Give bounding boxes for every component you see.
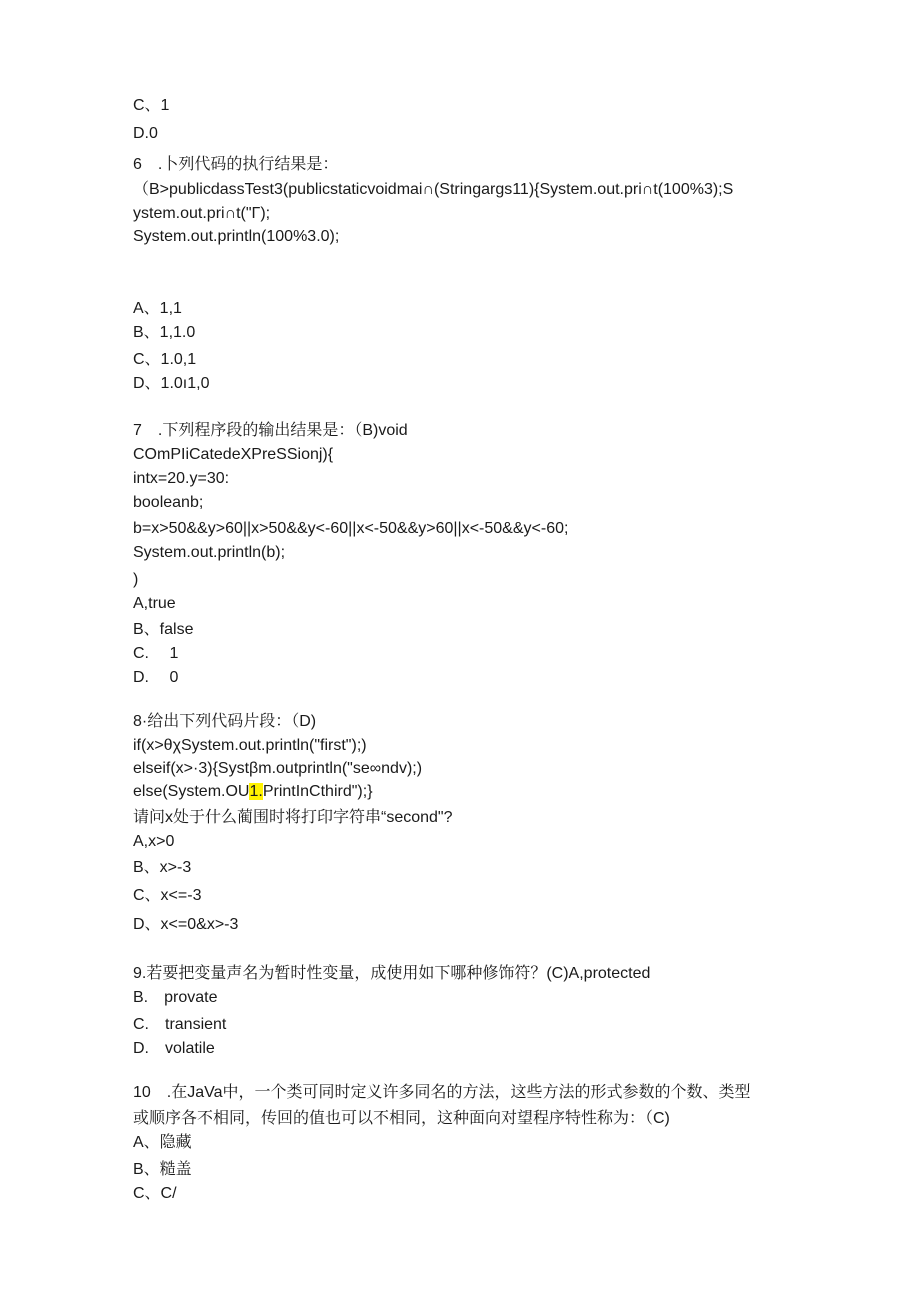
code-text: else(System.OU bbox=[133, 783, 250, 800]
option-line: C. transient bbox=[133, 1016, 227, 1033]
option-line: C. 1 bbox=[133, 645, 179, 662]
option-line: C、1.0,1 bbox=[133, 351, 197, 368]
option-line: C、x<=-3 bbox=[133, 887, 202, 904]
highlighted-text: 1. bbox=[249, 783, 263, 800]
code-line: if(x>θχSystem.out.println("first");) bbox=[133, 737, 367, 754]
option-line: B、x>-3 bbox=[133, 859, 192, 876]
option-line: D. volatile bbox=[133, 1040, 215, 1057]
question-6-heading: 6 .卜列代码的执行结果是： bbox=[133, 156, 339, 173]
question-text: 或顺序各不相同，传回的值也可以不相同，这种面向对望程序特性称为：（C) bbox=[133, 1110, 670, 1127]
code-line: elseif(x>·3){Systβm.outprintln("se∞ndv);) bbox=[133, 760, 423, 777]
option-line: B、1,1.0 bbox=[133, 324, 196, 341]
code-line: b=x>50&&y>60||x>50&&y<-60||x<-50&&y>60||x<-50&&y<-60; bbox=[133, 520, 569, 537]
option-line: B、糙盖 bbox=[133, 1161, 192, 1178]
option-line: B、false bbox=[133, 621, 194, 638]
option-line: A、1,1 bbox=[133, 300, 182, 317]
code-line: intx=20.y=30: bbox=[133, 470, 230, 487]
option-line: B. provate bbox=[133, 989, 218, 1006]
question-8-heading: 8·给出下列代码片段：（D) bbox=[133, 713, 317, 730]
option-line: C、C/ bbox=[133, 1185, 177, 1202]
question-10-heading: 10 .在JaVa中，一个类可同时定义许多同名的方法，这些方法的形式参数的个数、类型 bbox=[133, 1084, 751, 1101]
question-9-heading: 9.若要把变量声名为暂时性变量，成使用如下哪种修饰符？(C)A,protected bbox=[133, 965, 651, 982]
option-line: D. 0 bbox=[133, 669, 179, 686]
option-line: C、1 bbox=[133, 97, 170, 114]
code-line: （B>publicdassTest3(publicstaticvoidmai∩(Stringargs11){System.out.pri∩t(100%3);S bbox=[133, 181, 734, 198]
code-text: PrintInCthird");} bbox=[262, 783, 373, 800]
option-line: D、x<=0&x>-3 bbox=[133, 916, 239, 933]
code-line: System.out.println(100%3.0); bbox=[133, 228, 340, 245]
code-line: booleanb; bbox=[133, 494, 204, 511]
option-line: D.0 bbox=[133, 125, 158, 142]
code-line: System.out.println(b); bbox=[133, 544, 286, 561]
option-line: A,x>0 bbox=[133, 833, 175, 850]
code-line: ) bbox=[133, 571, 139, 588]
option-line: A,true bbox=[133, 595, 176, 612]
option-line: A、隐藏 bbox=[133, 1134, 192, 1151]
question-7-heading: 7 .下列程序段的输出结果是：（B)void bbox=[133, 422, 408, 439]
code-line bbox=[133, 782, 373, 802]
code-line: COmPIiCatedeXPreSSionj){ bbox=[133, 446, 334, 463]
question-prompt: 请问x处于什么蔺围时将打印字符串“second"? bbox=[133, 809, 453, 826]
option-line: D、1.0ı1,0 bbox=[133, 375, 210, 392]
code-line: ystem.out.pri∩t("Γ); bbox=[133, 205, 271, 222]
